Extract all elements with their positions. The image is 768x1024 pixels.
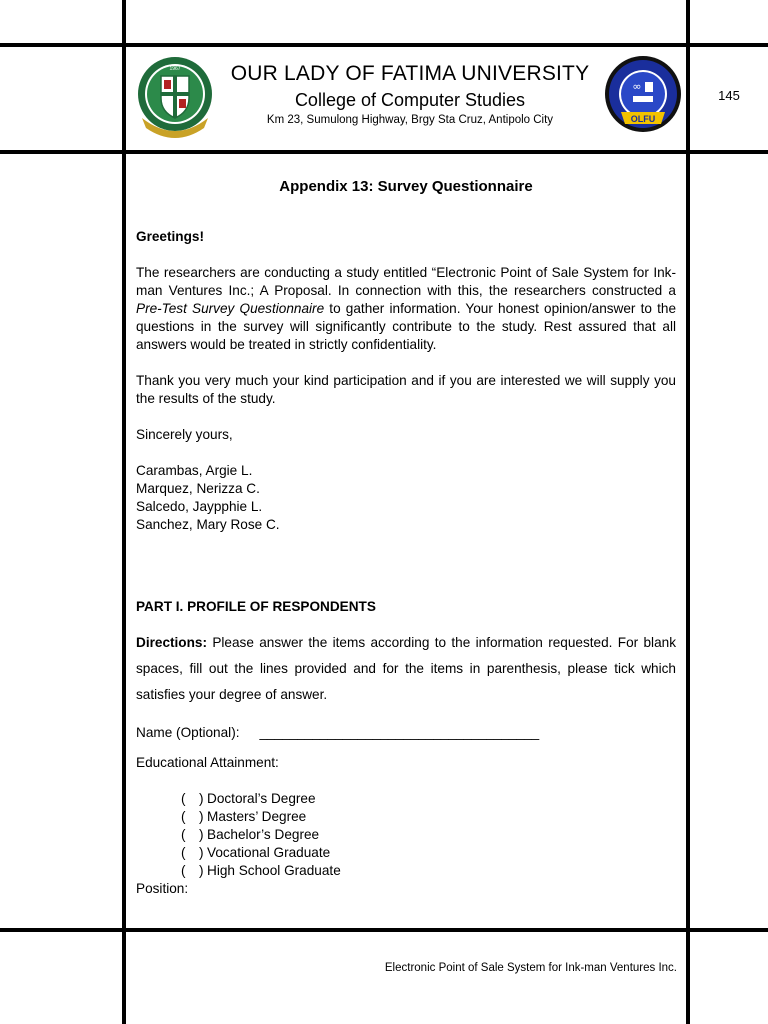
education-label: Educational Attainment: <box>136 755 279 770</box>
university-seal-icon <box>136 54 214 140</box>
author-name: Sanchez, Mary Rose C. <box>136 517 280 532</box>
part1-heading: PART I. PROFILE OF RESPONDENTS <box>136 599 376 614</box>
option-label: High School Graduate <box>207 863 341 878</box>
option-label: Masters’ Degree <box>207 809 307 824</box>
author-list <box>136 462 676 534</box>
paren-close: ) <box>199 827 204 842</box>
position-label: Position: <box>136 881 189 896</box>
education-option <box>181 790 676 808</box>
page-number: 145 <box>718 88 740 103</box>
directions-text: Please answer the items according to the information requested. For blank spaces, fill out the lines provided and for the items in parenthesis, please tick which satisfies your degree of answer. <box>136 635 676 702</box>
paren-open: ( <box>181 845 186 860</box>
university-name: OUR LADY OF FATIMA UNIVERSITY <box>230 62 590 85</box>
paren-open: ( <box>181 827 186 842</box>
directions-label: Directions: <box>136 635 208 650</box>
education-option <box>181 826 676 844</box>
paren-open: ( <box>181 863 186 878</box>
page-footer: Electronic Point of Sale System for Ink-man Ventures Inc. <box>384 962 677 974</box>
paren-close: ) <box>199 845 204 860</box>
thanks-paragraph: Thank you very much your kind participation and if you are interested we will supply you the results of the study. <box>136 373 676 406</box>
olfu-seal-icon <box>603 54 683 138</box>
option-label: Doctoral’s Degree <box>207 791 316 806</box>
education-option <box>181 862 676 880</box>
intro-italic: Pre-Test Survey Questionnaire <box>136 301 325 316</box>
education-option <box>181 808 676 826</box>
option-label: Vocational Graduate <box>207 845 331 860</box>
name-field-row <box>136 724 676 742</box>
education-option <box>181 844 676 862</box>
paren-close: ) <box>199 809 204 824</box>
paren-open: ( <box>181 791 186 806</box>
author-name: Salcedo, Jaypphie L. <box>136 499 263 514</box>
directions-paragraph <box>136 630 676 708</box>
seal-year: 1967 <box>169 66 181 72</box>
option-label: Bachelor’s Degree <box>207 827 320 842</box>
svg-text:∞: ∞ <box>632 80 642 93</box>
intro-paragraph <box>136 264 676 354</box>
paren-close: ) <box>199 863 204 878</box>
frame-line-header-bottom <box>0 150 768 154</box>
seal-label: OLFU <box>630 114 656 124</box>
closing-line: Sincerely yours, <box>136 427 233 442</box>
intro-text-1: The researchers are conducting a study entitled “Electronic Point of Sale System for Ink-man Ventures Inc.; A Proposal. In connection with this, the researchers constructed a <box>136 265 676 298</box>
college-address: Km 23, Sumulong Highway, Brgy Sta Cruz, Antipolo City <box>266 114 554 126</box>
author-name: Carambas, Argie L. <box>136 463 253 478</box>
document-body <box>136 166 676 898</box>
name-field-label: Name (Optional): <box>136 725 240 740</box>
education-options <box>181 790 676 880</box>
paren-close: ) <box>199 791 204 806</box>
frame-line-top <box>0 43 768 47</box>
frame-line-footer-top <box>0 928 768 932</box>
name-field-blank: _____________________________________ <box>259 725 540 740</box>
author-name: Marquez, Nerizza C. <box>136 481 260 496</box>
document-title: Appendix 13: Survey Questionnaire <box>279 178 533 195</box>
paren-open: ( <box>181 809 186 824</box>
intro-text-2: to gather information. Your honest opinion/answer to the questions in the survey will significantly contribute to the study. Rest assured that all answers would be treated in strictly confidentiality. <box>136 301 677 352</box>
college-name: College of Computer Studies <box>294 90 526 110</box>
greeting: Greetings! <box>136 229 204 244</box>
